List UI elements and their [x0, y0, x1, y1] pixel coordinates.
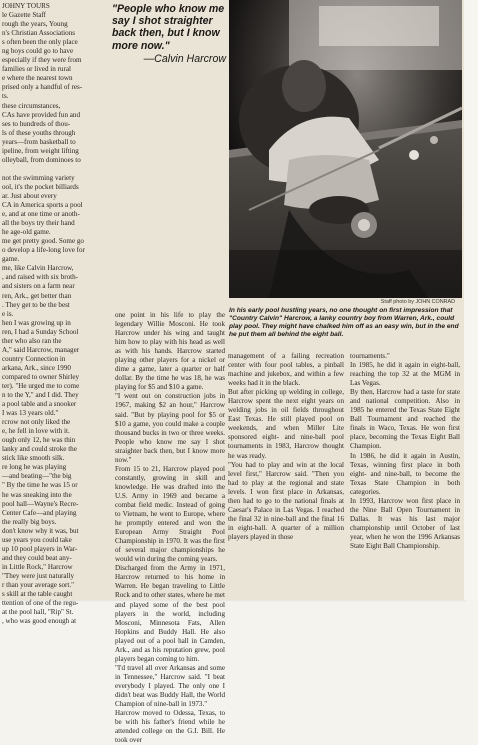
column1-paragraph: e, he fell in love with it. — [2, 427, 70, 436]
column2-paragraph: "I went out on construction jobs in 1967, making $2 an hour," Harcrow said. "But by playing pool for $5 or $10 a game, you could make a couple thousand bucks in two or three weeks. People who know me say I shot straighter back then, but I know more now." — [115, 392, 225, 464]
column1-paragraph: —and beating—"the big — [2, 472, 72, 481]
column1-paragraph: ren, Ark., get better than — [2, 291, 72, 300]
staff-photo — [229, 0, 462, 298]
column1-paragraph: r than your average sort." — [2, 581, 75, 589]
column2-paragraph: Discharged from the Army in 1971, Harcrow returned to his home in Warren. He began traveling to Little Rock and to other states, where he met and played some of the best pool players in the world, including Mosconi, Minnesota Fats, Allen Hopkins and Buddy Hall. He also played out of a pool hall in Camden, Ark., and as his reputation grew, pool players began coming to him. — [115, 564, 225, 663]
column1-paragraph: in Little Rock," Harcrow — [2, 562, 73, 571]
column1-paragraph: at the pool hall, "Rip" St. — [2, 608, 74, 617]
column1-paragraph: these circumstances, — [2, 101, 61, 110]
column1-paragraph: , and raised with six broth- — [2, 273, 79, 282]
column1-paragraph: country Connection in — [2, 354, 66, 363]
column1-paragraph: especially if they were from — [2, 56, 82, 65]
column1-paragraph: rcrow not only liked the — [2, 418, 71, 427]
column1-paragraph: lanky and could stroke the — [2, 445, 77, 454]
column4-paragraph: In 1985, he did it again in eight-ball, reaching the top 32 at the MGM in Las Vegas. — [350, 361, 460, 388]
column1-paragraph: A," said Harcrow, manager — [2, 345, 80, 354]
column1-paragraph: le Gazette Staff — [2, 11, 46, 20]
column1-paragraph: CA in America sports a pool — [2, 201, 83, 210]
column4-paragraph: By then, Harcrow had a taste for state and national competition. Also in 1985 he entered the Texas State Eight Ball Tournament and reached the finals in Waco, Texas. He won first place, becoming the Texas Eight Ball Champion. — [350, 388, 460, 451]
column1-paragraph: game. — [2, 255, 20, 264]
column1-paragraph: n to the Y," and I did. They — [2, 391, 79, 400]
column1-paragraph: s skill at the table caught — [2, 590, 73, 599]
column1-paragraph: e is. — [2, 309, 14, 318]
column1-paragraph: me get pretty good. Some go — [2, 237, 84, 246]
column1-paragraph: pool hall—Wayne's Recre- — [2, 499, 79, 508]
column1-paragraph: ter). "He urged me to come — [2, 381, 80, 390]
column1-paragraph: up 10 pool players in War- — [2, 544, 78, 553]
article-column-4 — [350, 352, 460, 551]
column1-paragraph: ts. — [2, 92, 9, 101]
column1-paragraph: , who was good enough at — [2, 617, 77, 626]
column1-paragraph: ren, I had a Sunday School — [2, 327, 79, 336]
article-column-2 — [115, 311, 225, 745]
column1-paragraph: e where the nearest town — [2, 74, 73, 83]
column1-paragraph: and they could beat any- — [2, 553, 72, 562]
pull-quote — [112, 3, 226, 65]
column1-paragraph: olleyball, from dominoes to — [2, 155, 81, 164]
column1-paragraph: rough the years, Young — [2, 20, 68, 29]
column1-paragraph: he was sneaking into the — [2, 490, 72, 499]
column1-paragraph: me, like Calvin Harcrow, — [2, 264, 74, 273]
column1-paragraph: hen I was growing up in — [2, 318, 71, 327]
column1-paragraph: JOHNY TOURS — [2, 2, 50, 10]
column1-paragraph: I was 13 years old." — [2, 409, 59, 418]
column1-paragraph: re long he was playing — [2, 463, 67, 472]
column1-paragraph: families or lived in rural — [2, 65, 71, 74]
article-column-1 — [2, 2, 106, 626]
photo-credit: Staff photo by JOHN CONRAD — [380, 299, 455, 305]
column1-paragraph: use years you could take — [2, 535, 72, 544]
column3-paragraph: "You had to play and win at the local level first," Harcrow said. "Then you had to play at the regional and state levels. I won first place in Arkansas, then had to go to the national finals at Caesar's Palace in Las Vegas. I reached the final 32 in nine-ball and the final 16 in eight-ball. A quarter of a million players played in those — [228, 460, 344, 541]
column1-paragraph: don't know why it was, but — [2, 526, 79, 535]
column4-paragraph: In 1986, he did it again in Austin, Texas, winning first place in both eight- and nine-ball, to become the Texas State Champion in both categories. — [350, 451, 460, 496]
column1-paragraph: n's Christian Associations — [2, 29, 76, 38]
column2-paragraph: one point in his life to play the legendary Willie Mosconi. He took Harcrow under his wing and taught him how to play with his head as well as with his hands. Harcrow started playing other players for a nickel or dime a game, later a quarter or half dollar. By the time he was 18, he was playing for $5 and $10 a game. — [115, 311, 225, 392]
column1-paragraph: prised only a handful of res- — [2, 83, 83, 92]
column1-paragraph: years—from basketball to — [2, 137, 76, 146]
photo-caption: In his early pool hustling years, no one thought on first impression that "Country Calvin" Harcrow, a lanky country boy from Warren, Ark., could play pool. They might have chalked him off as an easy win, but in the end he put them all behind the eight ball. — [229, 307, 459, 339]
column1-paragraph: ipeline, from weight lifting — [2, 146, 79, 155]
column2-paragraph: "I'd travel all over Arkansas and some in Tennessee," Harcrow said. "I beat everybody I played. The only one I didn't beat was Buddy Hall, the World Champion of nine-ball in 1973." — [115, 663, 225, 709]
column1-paragraph: ttention of one of the regu- — [2, 599, 79, 608]
column1-paragraph: he age-old game. — [2, 228, 51, 237]
column1-paragraph: a pool table and a snooker — [2, 400, 77, 409]
pull-quote-attribution: —Calvin Harcrow — [143, 52, 226, 65]
column1-paragraph: the really big boys. — [2, 517, 57, 526]
column1-paragraph: not the swimming variety — [2, 173, 75, 182]
column3-paragraph: But after picking up welding in college, Harcrow spent the next eight years on welding jobs in oil fields throughout East Texas. He still played pool on weekends, and when Miller Lite sponsored eight- and nine-ball pool tournaments in 1983, Harcrow thought he was ready. — [228, 388, 344, 460]
column1-paragraph: "They were just naturally — [2, 571, 75, 580]
column4-paragraph: In 1993, Harcrow won first place in the Nine Ball Open Tournament in Dallas. It was his last major championship until October of last year, when he won the 1996 Arkansas State Eight Ball Championship. — [350, 496, 460, 550]
column1-paragraph: ool, it's the pocket billiards — [2, 182, 79, 191]
column2-paragraph: Harcrow moved to Odessa, Texas, to be with his father's friend while he attended college on the G.I. Bill. He took over — [115, 709, 225, 745]
column1-paragraph: stick like smooth silk. — [2, 454, 65, 463]
column1-paragraph: o develop a life-long love for — [2, 246, 85, 255]
article-column-3 — [228, 352, 344, 542]
column1-paragraph: ng boys could go to have — [2, 47, 74, 56]
column1-paragraph: " By the time he was 15 or — [2, 481, 78, 490]
page-margin — [464, 0, 478, 600]
column4-paragraph: tournaments." — [350, 352, 390, 360]
column1-paragraph: and sisters on a farm near — [2, 282, 75, 291]
column1-paragraph: ar. Just about every — [2, 191, 57, 200]
pool-player-photo — [229, 0, 462, 298]
column1-paragraph: ough only 12, he was thin — [2, 436, 76, 445]
pull-quote-text: "People who know me say I shot straighter back then, but I know more now." — [112, 3, 225, 52]
column1-paragraph — [2, 165, 106, 174]
column1-paragraph: . They get to be the best — [2, 300, 70, 309]
column3-paragraph: management of a failing recreation center with four pool tables, a pinball machine and jukebox, and within a few weeks had it in the black. — [228, 352, 344, 388]
column1-paragraph: CAs have provided fun and — [2, 110, 81, 119]
column1-paragraph: ses to hundreds of thou- — [2, 119, 71, 128]
column1-paragraph: e, and at one time or anoth- — [2, 210, 80, 219]
column1-paragraph: compared to owner Shirley — [2, 372, 80, 381]
column1-paragraph: ther who also ran the — [2, 336, 62, 345]
column1-paragraph: Center Cafe—and playing — [2, 508, 77, 517]
column1-paragraph: s often been the only place — [2, 38, 78, 47]
column1-paragraph: ls of these youths through — [2, 128, 76, 137]
column2-paragraph: From 15 to 21, Harcrow played pool constantly, growing in skill and knowledge. He was drafted into the U.S. Army in 1969 and became a combat field medic. Instead of going to Vietnam, he went to Europe, where he promptly entered and won the European Army Straight Pool Championship in 1970. It was the first of several major championships he would win during the coming years. — [115, 464, 225, 564]
column1-paragraph: arkana, Ark., since 1990 — [2, 363, 71, 372]
column1-paragraph: all the boys try their hand — [2, 219, 75, 228]
